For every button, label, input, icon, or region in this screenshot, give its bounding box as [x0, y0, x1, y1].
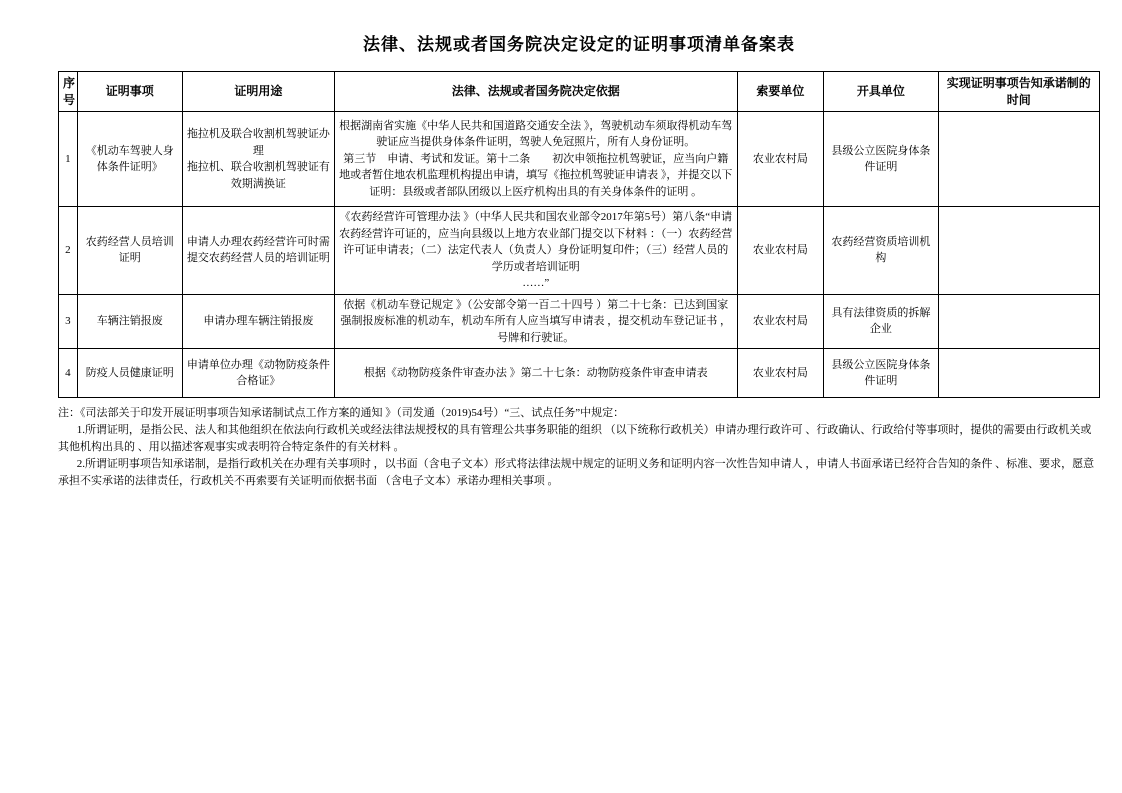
- cell-item: 《机动车驾驶人身体条件证明》: [77, 112, 182, 207]
- cell-purpose: 申请人办理农药经营许可时需提交农药经营人员的培训证明: [182, 207, 334, 295]
- cell-basis: 依据《机动车登记规定 》（公安部令第一百二十四号 ）第二十七条：已达到国家强制报废标准的机动车，机动车所有人应当填写申请表 ，提交机动车登记证书 ，号牌和行驶证。: [334, 294, 737, 349]
- page-title: 法律、法规或者国务院决定设定的证明事项清单备案表: [363, 35, 795, 54]
- cell-purpose: 拖拉机及联合收割机驾驶证办理 拖拉机、联合收割机驾驶证有效期满换证: [182, 112, 334, 207]
- cell-basis: 根据湖南省实施《中华人民共和国道路交通安全法 》，驾驶机动车须取得机动车驾驶证应当提供身体条件证明，驾驶人免冠照片，所有人身份证明。 第三节 申请、考试和发证。第十二条 初次申领拖拉机驾驶证，应当向户籍地或者暂住地农机监理机构提出申请，填写《拖拉机驾驶证申请表 》，并提交以下证明：县级或者部队团级以上医疗机构出具的有关身体条件的证明 。: [334, 112, 737, 207]
- col-header-commitment-time: 实现证明事项告知承诺制的时间: [938, 72, 1099, 112]
- cell-requesting-unit: 农业农村局: [737, 112, 823, 207]
- col-header-requesting-unit: 索要单位: [737, 72, 823, 112]
- cell-no: 1: [59, 112, 78, 207]
- note-heading: 注：《司法部关于印发开展证明事项告知承诺制试点工作方案的通知 》（司发通（2019)54号）“三、试点任务”中规定：: [58, 407, 625, 419]
- col-header-no: 序号: [59, 72, 78, 112]
- cell-requesting-unit: 农业农村局: [737, 349, 823, 398]
- table-row: [59, 112, 1100, 207]
- cell-commitment-time: [938, 294, 1099, 349]
- cell-commitment-time: [938, 112, 1099, 207]
- cell-item: 农药经营人员培训证明: [77, 207, 182, 295]
- cell-issuing-unit: 农药经营资质培训机构: [824, 207, 939, 295]
- col-header-item: 证明事项: [77, 72, 182, 112]
- cell-purpose: 申请单位办理《动物防疫条件合格证》: [182, 349, 334, 398]
- cell-no: 4: [59, 349, 78, 398]
- cell-purpose: 申请办理车辆注销报废: [182, 294, 334, 349]
- col-header-basis: 法律、法规或者国务院决定依据: [334, 72, 737, 112]
- cell-basis: 《农药经营许可管理办法 》（中华人民共和国农业部令2017年第5号）第八条“申请农药经营许可证的，应当向县级以上地方农业部门提交以下材料 ：（一）农药经营许可证申请表；（二）法定代表人（负责人）身份证明复印件；（三）经营人员的学历或者培训证明 ……”: [334, 207, 737, 295]
- col-header-issuing-unit: 开具单位: [824, 72, 939, 112]
- table-row: [59, 294, 1100, 349]
- note-paragraph-1: 1.所谓证明，是指公民、法人和其他组织在依法向行政机关或经法律法规授权的具有管理公共事务职能的组织 （以下统称行政机关）申请办理行政许可 、行政确认、行政给付等事项时，提供的需要由行政机关或其他机构出具的 、用以描述客观事实或表明符合特定条件的有关材料 。: [58, 424, 1092, 454]
- cell-commitment-time: [938, 349, 1099, 398]
- col-header-purpose: 证明用途: [182, 72, 334, 112]
- cell-issuing-unit: 县级公立医院身体条件证明: [824, 349, 939, 398]
- notes-section: [58, 405, 1100, 490]
- cell-issuing-unit: 县级公立医院身体条件证明: [824, 112, 939, 207]
- cell-item: 防疫人员健康证明: [77, 349, 182, 398]
- table-row: [59, 349, 1100, 398]
- table-header-row: [59, 72, 1100, 112]
- cell-no: 3: [59, 294, 78, 349]
- cell-requesting-unit: 农业农村局: [737, 294, 823, 349]
- cell-issuing-unit: 具有法律资质的拆解企业: [824, 294, 939, 349]
- cell-commitment-time: [938, 207, 1099, 295]
- cell-item: 车辆注销报废: [77, 294, 182, 349]
- cell-no: 2: [59, 207, 78, 295]
- cell-requesting-unit: 农业农村局: [737, 207, 823, 295]
- note-paragraph-2: 2.所谓证明事项告知承诺制，是指行政机关在办理有关事项时 ，以书面（含电子文本）形式将法律法规中规定的证明义务和证明内容一次性告知申请人 ，申请人书面承诺已经符合告知的条件 、标准、要求，愿意承担不实承诺的法律责任，行政机关不再索要有关证明而依据书面 （含电子文本）承诺办理相关事项 。: [58, 458, 1095, 488]
- cell-basis: 根据《动物防疫条件审查办法 》第二十七条：动物防疫条件审查申请表: [334, 349, 737, 398]
- filing-table: [58, 71, 1100, 398]
- table-row: [59, 207, 1100, 295]
